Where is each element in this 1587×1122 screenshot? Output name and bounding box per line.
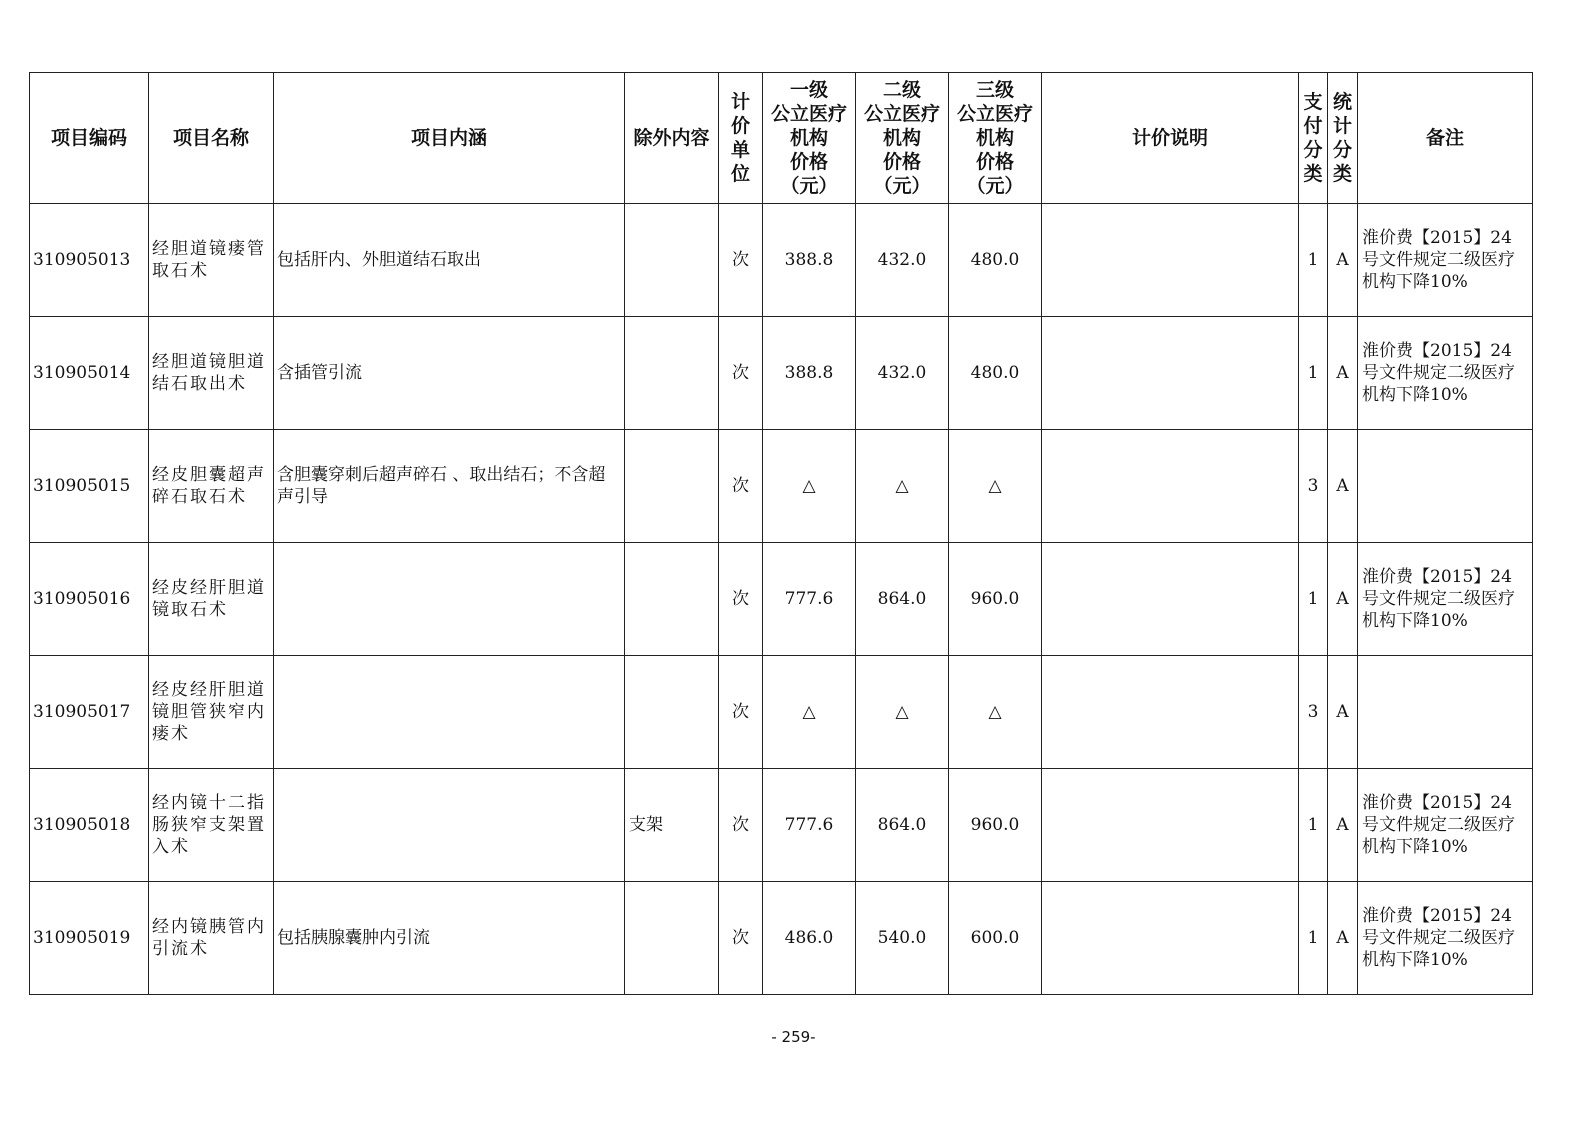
header-code: 项目编码 [30, 73, 149, 204]
cell-payment-category: 1 [1299, 769, 1328, 882]
cell-unit: 次 [719, 882, 763, 995]
cell-code: 310905016 [30, 543, 149, 656]
header-pricing-note: 计价说明 [1042, 73, 1299, 204]
cell-stat-category: A [1328, 317, 1358, 430]
cell-stat-category: A [1328, 769, 1358, 882]
cell-stat-category: A [1328, 882, 1358, 995]
cell-remark: 淮价费【2015】24号文件规定二级医疗机构下降10% [1358, 543, 1533, 656]
cell-name: 经内镜胰管内引流术 [149, 882, 274, 995]
header-unit: 计 价 单 位 [719, 73, 763, 204]
cell-unit: 次 [719, 656, 763, 769]
cell-price-level3: 480.0 [949, 317, 1042, 430]
cell-excluded: 支架 [625, 769, 719, 882]
cell-code: 310905018 [30, 769, 149, 882]
cell-payment-category: 1 [1299, 543, 1328, 656]
cell-name: 经胆道镜胆道结石取出术 [149, 317, 274, 430]
cell-price-level2: 864.0 [856, 543, 949, 656]
cell-excluded [625, 204, 719, 317]
cell-pricing-note [1042, 204, 1299, 317]
cell-price-level1: 486.0 [763, 882, 856, 995]
cell-name: 经皮胆囊超声碎石取石术 [149, 430, 274, 543]
cell-price-level3: 960.0 [949, 543, 1042, 656]
cell-excluded [625, 430, 719, 543]
cell-price-level2: 432.0 [856, 317, 949, 430]
header-content: 项目内涵 [274, 73, 625, 204]
cell-unit: 次 [719, 317, 763, 430]
cell-price-level1: 777.6 [763, 543, 856, 656]
cell-pricing-note [1042, 882, 1299, 995]
page-number: - 259- [771, 1028, 816, 1046]
cell-payment-category: 3 [1299, 656, 1328, 769]
cell-price-level2: 864.0 [856, 769, 949, 882]
cell-content: 含插管引流 [274, 317, 625, 430]
table-row [30, 317, 1533, 430]
cell-price-level2: △ [856, 430, 949, 543]
cell-code: 310905014 [30, 317, 149, 430]
cell-content: 含胆囊穿刺后超声碎石 、取出结石；不含超声引导 [274, 430, 625, 543]
cell-excluded [625, 543, 719, 656]
header-price-level2: 二级 公立医疗 机构 价格 （元） [856, 73, 949, 204]
cell-remark [1358, 430, 1533, 543]
cell-name: 经内镜十二指肠狭窄支架置入术 [149, 769, 274, 882]
header-stat-category: 统 计 分 类 [1328, 73, 1358, 204]
cell-content: 包括肝内、外胆道结石取出 [274, 204, 625, 317]
cell-unit: 次 [719, 204, 763, 317]
cell-price-level1: 388.8 [763, 317, 856, 430]
cell-code: 310905017 [30, 656, 149, 769]
cell-unit: 次 [719, 543, 763, 656]
table-row [30, 769, 1533, 882]
cell-excluded [625, 317, 719, 430]
header-row [30, 73, 1533, 204]
cell-code: 310905015 [30, 430, 149, 543]
cell-price-level3: 600.0 [949, 882, 1042, 995]
cell-unit: 次 [719, 430, 763, 543]
cell-stat-category: A [1328, 430, 1358, 543]
cell-price-level3: △ [949, 656, 1042, 769]
cell-remark: 淮价费【2015】24号文件规定二级医疗机构下降10% [1358, 882, 1533, 995]
cell-price-level1: △ [763, 430, 856, 543]
cell-content [274, 656, 625, 769]
header-remark: 备注 [1358, 73, 1533, 204]
cell-price-level3: 480.0 [949, 204, 1042, 317]
header-excluded: 除外内容 [625, 73, 719, 204]
cell-price-level1: △ [763, 656, 856, 769]
cell-payment-category: 1 [1299, 317, 1328, 430]
cell-excluded [625, 882, 719, 995]
table-row [30, 543, 1533, 656]
table-row [30, 882, 1533, 995]
cell-price-level1: 777.6 [763, 769, 856, 882]
cell-excluded [625, 656, 719, 769]
cell-code: 310905013 [30, 204, 149, 317]
header-price-level3: 三级 公立医疗 机构 价格 （元） [949, 73, 1042, 204]
cell-content: 包括胰腺囊肿内引流 [274, 882, 625, 995]
cell-remark: 淮价费【2015】24号文件规定二级医疗机构下降10% [1358, 204, 1533, 317]
cell-payment-category: 1 [1299, 204, 1328, 317]
header-name: 项目名称 [149, 73, 274, 204]
cell-unit: 次 [719, 769, 763, 882]
table-row [30, 656, 1533, 769]
cell-pricing-note [1042, 317, 1299, 430]
cell-price-level3: △ [949, 430, 1042, 543]
cell-remark: 淮价费【2015】24号文件规定二级医疗机构下降10% [1358, 769, 1533, 882]
cell-pricing-note [1042, 430, 1299, 543]
header-payment-category: 支 付 分 类 [1299, 73, 1328, 204]
cell-content [274, 543, 625, 656]
cell-price-level1: 388.8 [763, 204, 856, 317]
cell-name: 经皮经肝胆道镜胆管狭窄内瘘术 [149, 656, 274, 769]
cell-stat-category: A [1328, 656, 1358, 769]
cell-price-level2: 540.0 [856, 882, 949, 995]
cell-name: 经皮经肝胆道镜取石术 [149, 543, 274, 656]
cell-pricing-note [1042, 543, 1299, 656]
cell-payment-category: 3 [1299, 430, 1328, 543]
cell-content [274, 769, 625, 882]
cell-stat-category: A [1328, 543, 1358, 656]
cell-payment-category: 1 [1299, 882, 1328, 995]
cell-name: 经胆道镜瘘管取石术 [149, 204, 274, 317]
header-price-level1: 一级 公立医疗 机构 价格 （元） [763, 73, 856, 204]
cell-price-level3: 960.0 [949, 769, 1042, 882]
cell-remark: 淮价费【2015】24号文件规定二级医疗机构下降10% [1358, 317, 1533, 430]
cell-pricing-note [1042, 769, 1299, 882]
cell-code: 310905019 [30, 882, 149, 995]
table-row [30, 204, 1533, 317]
cell-remark [1358, 656, 1533, 769]
cell-stat-category: A [1328, 204, 1358, 317]
cell-price-level2: 432.0 [856, 204, 949, 317]
table-row [30, 430, 1533, 543]
cell-pricing-note [1042, 656, 1299, 769]
price-table [29, 72, 1533, 995]
cell-price-level2: △ [856, 656, 949, 769]
